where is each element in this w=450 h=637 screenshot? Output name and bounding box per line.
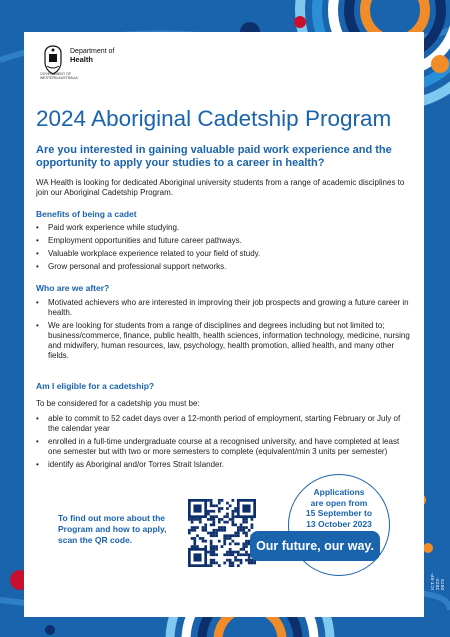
list-item: • We are looking for students from a range of disciplines and degrees including but not limited to; business/commerce, finance, public health, health sciences, information technology, medicine, nursing and midwifery, human resources, law, psychology, health promotion, allied health, and many other fields.	[36, 321, 412, 361]
find-out-text: To find out more about the Program and how to apply, scan the QR code.	[58, 513, 167, 545]
list-item: • able to commit to 52 cadet days over a 12-month period of employment, starting February or July of the calendar year	[36, 414, 412, 434]
department-line1: Department of	[70, 48, 115, 55]
benefits-list	[36, 223, 412, 275]
intro-text: WA Health is looking for dedicated Aboriginal university students from a range of academic disciplines to join our Aboriginal Cadetship Program.	[36, 178, 405, 197]
government-name	[40, 72, 80, 80]
government-line1: GOVERNMENT OF	[40, 72, 71, 76]
lead-question: Are you interested in gaining valuable paid work experience and the opportunity to apply your studies to a career in health?	[36, 144, 392, 169]
eligible-heading: Am I eligible for a cadetship?	[36, 381, 155, 391]
list-item: • identify as Aboriginal and/or Torres Strait Islander.	[36, 460, 412, 470]
page-title: 2024 Aboriginal Cadetship Program	[36, 106, 392, 131]
list-item: • Valuable workplace experience related to your field of study.	[36, 249, 412, 259]
print-code: ICT-EP-2023-0079	[430, 571, 445, 590]
applications-line4: 13 October 2023	[306, 518, 372, 529]
applications-line2: are open from	[310, 497, 368, 508]
content-panel	[24, 32, 424, 617]
applications-line1: Applications	[313, 487, 365, 497]
department-name	[70, 48, 114, 65]
list-item: • Grow personal and professional support networks.	[36, 262, 412, 272]
list-item: • Paid work experience while studying.	[36, 223, 412, 233]
list-item: • Employment opportunities and future career pathways.	[36, 236, 412, 246]
applications-line3: 15 September to	[305, 508, 373, 518]
list-item: • Motivated achievers who are interested in improving their job prospects and growing a future career in health.	[36, 298, 412, 318]
benefits-heading: Benefits of being a cadet	[36, 209, 137, 219]
eligible-intro: To be considered for a cadetship you must be:	[36, 399, 200, 408]
list-item: • enrolled in a full-time undergraduate course at a recognised university, and have completed at least one semester but with two or more semesters to complete (equivalent/min 3 units per semester)	[36, 437, 412, 457]
department-line2: Health	[70, 55, 93, 64]
qr-code[interactable]	[188, 499, 256, 567]
who-list	[36, 298, 412, 364]
eligible-list	[36, 414, 412, 473]
who-heading: Who are we after?	[36, 283, 110, 293]
department-logo	[40, 44, 150, 80]
government-line2: WESTERN AUSTRALIA	[40, 76, 78, 80]
slogan-badge: Our future, our way.	[250, 531, 380, 561]
